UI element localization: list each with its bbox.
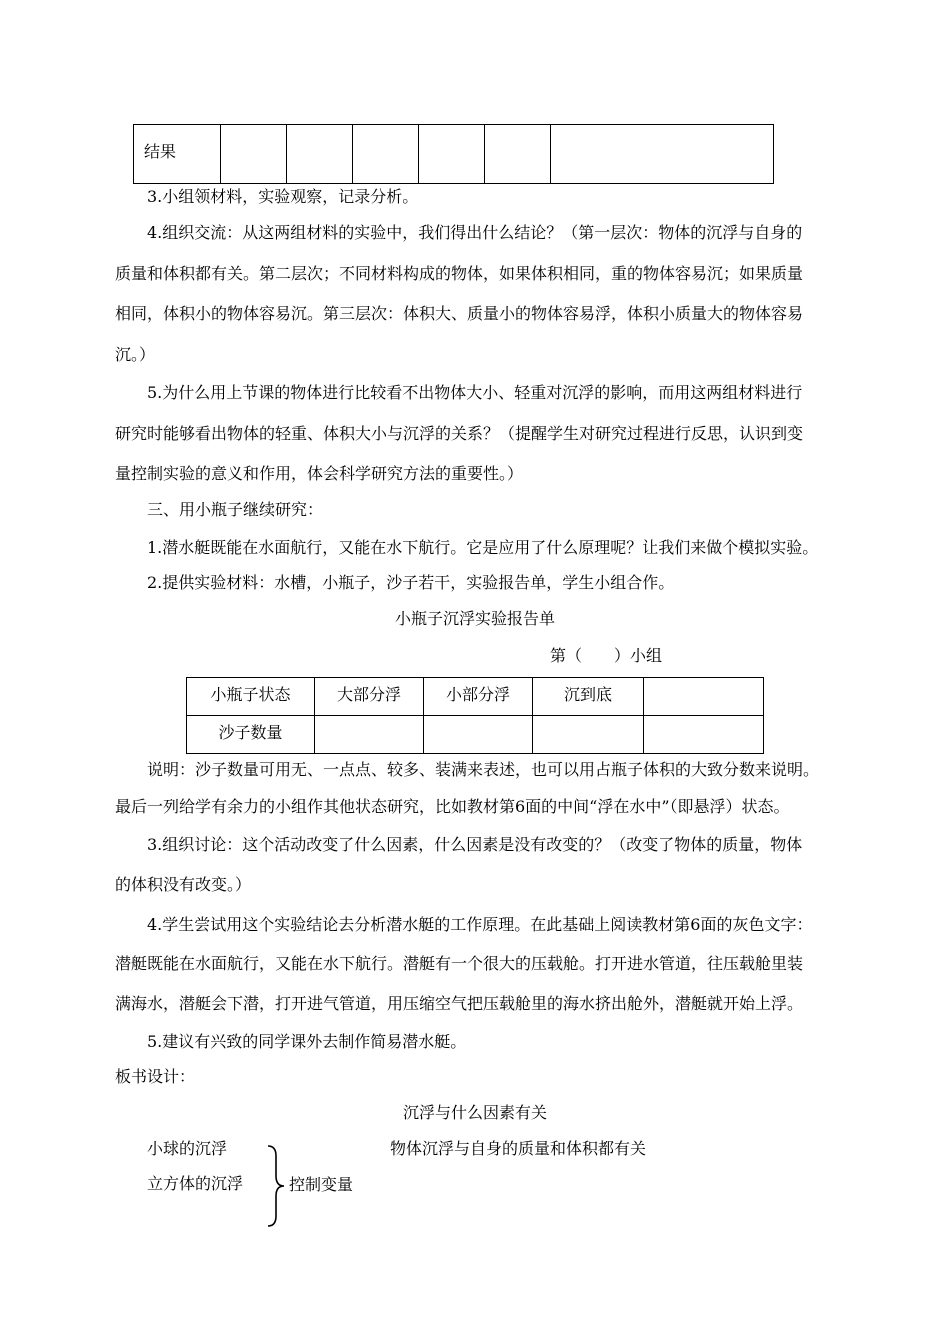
paragraph-q2: 2.提供实验材料：水槽，小瓶子，沙子若干，实验报告单，学生小组合作。: [147, 573, 675, 592]
note-line2: 最后一列给学有余力的小组作其他状态研究，比如教材第6面的中间“浮在水中”（即悬浮）状态。: [115, 797, 790, 816]
paragraph-step4-line2: 质量和体积都有关。第二层次；不同材料构成的物体，如果体积相同，重的物体容易沉；如果质量: [115, 264, 804, 283]
paragraph-step5-line2: 研究时能够看出物体的轻重、体积大小与沉浮的关系？（提醒学生对研究过程进行反思，认识到变: [115, 424, 804, 443]
board-conclusion: 物体沉浮与自身的质量和体积都有关: [390, 1139, 647, 1158]
report-cell: [533, 716, 644, 754]
report-header-state: 小瓶子状态: [210, 685, 291, 704]
curly-brace-icon: [264, 1144, 288, 1228]
report-title: 小瓶子沉浮实验报告单: [394, 609, 555, 628]
report-cell: [644, 716, 764, 754]
report-cell: [315, 716, 424, 754]
report-header-cell: [315, 678, 424, 716]
paragraph-step3: 3.小组领材料，实验观察，记录分析。: [147, 187, 419, 206]
result-label: 结果: [144, 142, 177, 161]
paragraph-step5-line3: 量控制实验的意义和作用，体会科学研究方法的重要性。）: [115, 464, 524, 483]
paragraph-d4-line2: 潜艇既能在水面航行，又能在水下航行。潜艇有一个很大的压载舱。打开进水管道，往压载舱里装: [115, 954, 804, 973]
report-row-sand: 沙子数量: [218, 723, 283, 742]
paragraph-q1: 1.潜水艇既能在水面航行，又能在水下航行。它是应用了什么原理呢？让我们来做个模拟实验。: [147, 538, 819, 557]
result-cell: [221, 125, 287, 184]
board-label: 板书设计：: [115, 1067, 196, 1086]
board-brace-label: 控制变量: [289, 1175, 354, 1194]
note-line1: 说明：沙子数量可用无、一点点、较多、装满来表述，也可以用占瓶子体积的大致分数来说明。: [147, 760, 820, 779]
paragraph-d4-line1: 4.学生尝试用这个实验结论去分析潜水艇的工作原理。在此基础上阅读教材第6面的灰色文字：: [147, 915, 813, 934]
paragraph-d5: 5.建议有兴致的同学课外去制作简易潜水艇。: [147, 1032, 467, 1051]
report-header-sink: 沉到底: [563, 685, 612, 704]
report-header-cell: [533, 678, 644, 716]
report-header-cell: [187, 678, 315, 716]
board-item-cube: 立方体的沉浮: [147, 1174, 244, 1193]
paragraph-step5-line1: 5.为什么用上节课的物体进行比较看不出物体大小、轻重对沉浮的影响，而用这两组材料进行: [147, 383, 803, 402]
paragraph-d3-line1: 3.组织讨论：这个活动改变了什么因素，什么因素是没有改变的？（改变了物体的质量，物体: [147, 835, 803, 854]
paragraph-d4-line3: 满海水，潜艇会下潜，打开进气管道，用压缩空气把压载舱里的海水挤出舱外，潜艇就开始上浮。: [115, 994, 804, 1013]
report-header-partly-float: 小部分浮: [445, 685, 510, 704]
report-group: 第（ ）小组: [550, 646, 663, 665]
report-header-cell: [424, 678, 533, 716]
report-row-label-cell: [187, 716, 315, 754]
report-cell: [424, 716, 533, 754]
result-cell: [551, 125, 774, 184]
result-cell: [485, 125, 551, 184]
paragraph-step4-line1: 4.组织交流：从这两组材料的实验中，我们得出什么结论？（第一层次：物体的沉浮与自身的: [147, 223, 803, 242]
report-table: [186, 677, 764, 754]
report-header-cell: [644, 678, 764, 716]
board-title: 沉浮与什么因素有关: [402, 1103, 547, 1122]
section-heading-3: 三、用小瓶子继续研究：: [147, 500, 324, 519]
result-table: [133, 124, 774, 184]
result-label-cell: [134, 125, 221, 184]
paragraph-d3-line2: 的体积没有改变。）: [115, 875, 252, 894]
board-item-ball: 小球的沉浮: [147, 1139, 228, 1158]
paragraph-step4-line3: 相同，体积小的物体容易沉。第三层次：体积大、质量小的物体容易浮，体积小质量大的物体容易: [115, 304, 804, 323]
result-cell: [419, 125, 485, 184]
result-cell: [353, 125, 419, 184]
paragraph-step4-line4: 沉。）: [115, 345, 156, 364]
result-cell: [287, 125, 353, 184]
report-header-mostly-float: 大部分浮: [336, 685, 401, 704]
